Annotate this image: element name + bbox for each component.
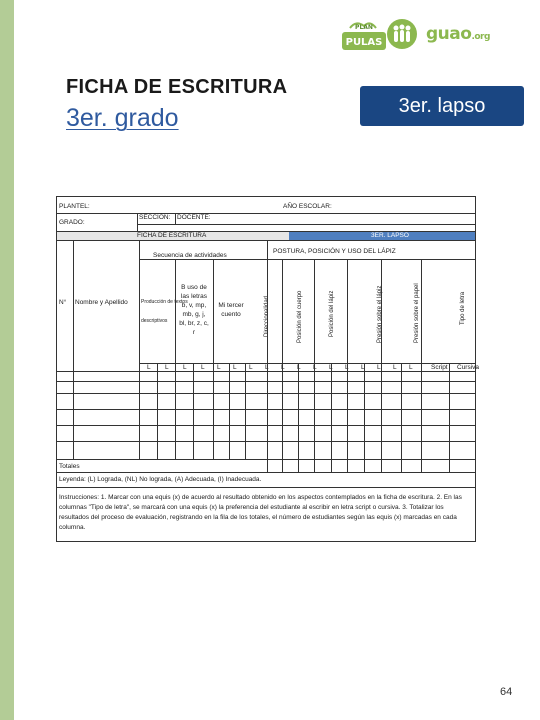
left-accent-bar	[0, 0, 14, 720]
col-number: N°	[59, 299, 67, 306]
anio-escolar-label: AÑO ESCOLAR:	[283, 203, 332, 210]
cursiva-label: Cursiva	[457, 364, 480, 371]
l-mark-11: L	[313, 364, 317, 371]
col-direccionalidad: Direccionalidad	[264, 295, 270, 337]
logos-group	[340, 18, 530, 54]
grado-label: GRADO:	[59, 219, 85, 226]
page-number: 64	[500, 686, 513, 698]
col-uso-line-1: B uso de	[181, 284, 207, 291]
guao-logo-text: guao	[426, 24, 472, 44]
col-cuento-line-2: cuento	[221, 311, 241, 318]
l-mark-16: L	[393, 364, 397, 371]
l-mark-7: L	[249, 364, 253, 371]
script-label: Script	[431, 364, 448, 371]
ficha-label: FICHA DE ESCRITURA	[137, 232, 207, 239]
l-mark-14: L	[361, 364, 365, 371]
l-mark-5: L	[217, 364, 221, 371]
guao-logo-tld: .org	[471, 32, 490, 42]
page-title: FICHA DE ESCRITURA	[66, 76, 288, 98]
l-mark-6: L	[233, 364, 237, 371]
seccion-label: SECCIÓN:	[139, 214, 171, 221]
col-uso-line-2: las letras	[180, 293, 207, 300]
l-mark-1: L	[147, 364, 151, 371]
l-mark-17: L	[409, 364, 413, 371]
plan-logo-top-text: PLAN	[355, 24, 373, 31]
family-icon	[386, 18, 418, 50]
plantel-label: PLANTEL:	[59, 203, 90, 210]
postura-heading: POSTURA, POSICIÓN Y USO DEL LÁPIZ	[273, 248, 396, 255]
l-mark-13: L	[345, 364, 349, 371]
col-uso-line-5: bl, br, z, c,	[179, 320, 209, 327]
lapso-badge: 3er. lapso	[360, 86, 524, 126]
l-mark-9: L	[281, 364, 285, 371]
l-mark-3: L	[183, 364, 187, 371]
col-presion-lapiz: Presión sobre el lápiz	[377, 285, 383, 343]
guao-logo	[426, 24, 490, 44]
l-mark-15: L	[377, 364, 381, 371]
plan-pulas-logo	[340, 18, 388, 52]
secuencia-heading: Secuencia de actividades	[153, 252, 227, 259]
col-descriptivos: descriptivos	[141, 318, 168, 324]
col-cuento	[213, 301, 249, 319]
col-nombre: Nombre y Apellido	[75, 299, 128, 306]
col-uso-line-6: r	[192, 329, 196, 336]
plan-logo-bottom-text: PULAS	[345, 37, 383, 48]
l-mark-4: L	[201, 364, 205, 371]
totales-label: Totales	[59, 463, 80, 470]
docente-label: DOCENTE:	[177, 214, 211, 221]
l-mark-8: L	[265, 364, 269, 371]
leyenda-text: Leyenda: (L) Lograda, (NL) No lograda, (A) Adecuada, (I) Inadecuada.	[59, 476, 262, 483]
col-uso-letras	[175, 283, 213, 337]
col-uso-line-3: b, v, mp,	[181, 302, 207, 309]
col-produccion: Producción de textos	[141, 299, 188, 305]
col-presion-papel: Presión sobre el papel	[414, 283, 420, 343]
writing-evaluation-form	[56, 196, 480, 542]
col-posicion-lapiz: Posición del lápiz	[329, 290, 335, 337]
instrucciones-text: Instrucciones: 1. Marcar con una equis (x) de acuerdo al resultado obtenido en los aspectos contemplados en la ficha de escritura. 2. En las columnas "Tipo de letra", se marcará con una equis (x) la preferencia del estudiante al escribir en letra script o cursiva. 3. Totalizar los resultados del proceso de evaluación, registrando en la fila de los totales, el número de estudiantes según las equis (x) marcadas en cada columna.	[59, 494, 462, 531]
col-uso-line-4: mb, g, j,	[182, 311, 206, 318]
lapso-band-label: 3ER. LAPSO	[371, 232, 409, 239]
col-posicion-cuerpo: Posición del cuerpo	[297, 290, 303, 343]
l-mark-10: L	[297, 364, 301, 371]
col-cuento-line-1: Mi tercer	[218, 302, 244, 309]
grade-subtitle: 3er. grado	[66, 104, 179, 132]
col-tipo-letra: Tipo de letra	[460, 291, 466, 325]
l-mark-2: L	[165, 364, 169, 371]
l-mark-12: L	[329, 364, 333, 371]
